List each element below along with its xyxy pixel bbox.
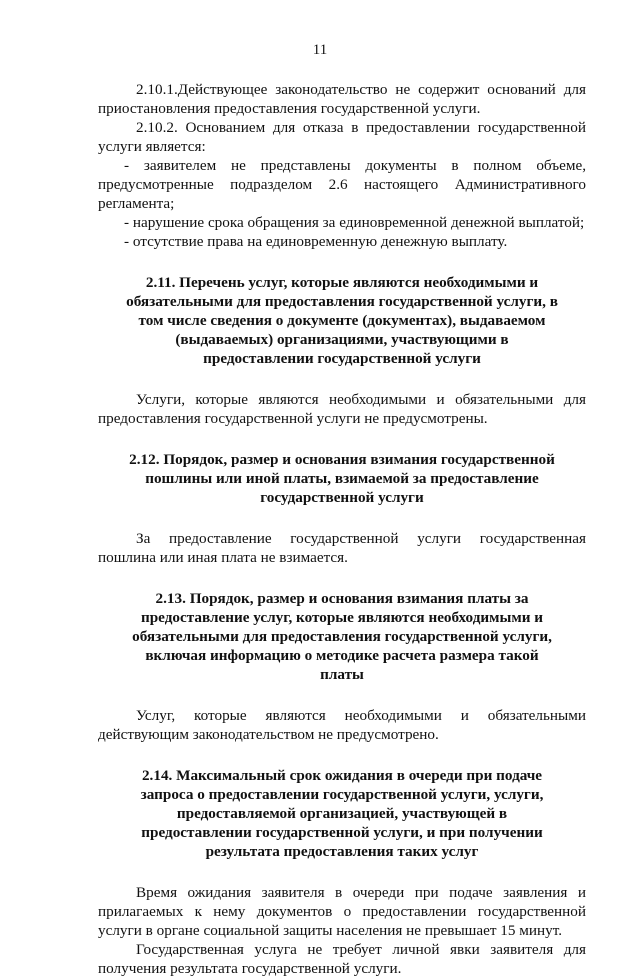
- heading-2-14: 2.14. Максимальный срок ожидания в очереди при подаче запроса о предоставлении государственной услуги, услуги, предоставляемой организацией, участвующей в предоставлении государственной услуги, и при получении результата предоставления таких услуг: [140, 767, 544, 860]
- paragraph-2-10-2: 2.10.2. Основанием для отказа в предоставлении государственной услуги является:: [98, 119, 586, 155]
- page-number: 11: [312, 42, 328, 58]
- heading-2-13: 2.13. Порядок, размер и основания взимания платы за предоставление услуг, которые являются необходимыми и обязательными для предоставления государственной услуги, включая информацию о методике расчета размера такой платы: [132, 590, 552, 683]
- heading-2-12: 2.12. Порядок, размер и основания взимания государственной пошлины или иной платы, взимаемой за предоставление государственной услуги: [129, 451, 555, 506]
- list-item-refusal-3: - отсутствие права на единовременную денежную выплату.: [124, 233, 508, 250]
- list-item-refusal-1: - заявителем не представлены документы в полном объеме, предусмотренные подразделом 2.6 настоящего Административного регламента;: [98, 157, 586, 212]
- text-2-12: За предоставление государственной услуги государственная пошлина или иная плата не взимается.: [98, 530, 586, 566]
- text-2-11: Услуги, которые являются необходимыми и обязательными для предоставления государственной услуги не предусмотрены.: [98, 391, 586, 427]
- text-2-14-a: Время ожидания заявителя в очереди при подаче заявления и прилагаемых к нему документов о предоставлении государственной услуги в органе социальной защиты населения не превышает 15 минут.: [98, 884, 586, 939]
- paragraph-2-10-1: 2.10.1.Действующее законодательство не содержит оснований для приостановления предоставления государственной услуги.: [98, 81, 586, 117]
- list-item-refusal-2: - нарушение срока обращения за единовременной денежной выплатой;: [124, 214, 585, 231]
- text-2-14-b: Государственная услуга не требует личной явки заявителя для получения результата государственной услуги.: [98, 941, 586, 977]
- document-body: [98, 80, 586, 978]
- text-2-13: Услуг, которые являются необходимыми и обязательными действующим законодательством не предусмотрено.: [98, 707, 586, 743]
- heading-2-11: 2.11. Перечень услуг, которые являются необходимыми и обязательными для предоставления государственной услуги, в том числе сведения о документе (документах), выдаваемом (выдаваемых) организациями, участвующими в предоставлении государственной услуги: [126, 274, 558, 367]
